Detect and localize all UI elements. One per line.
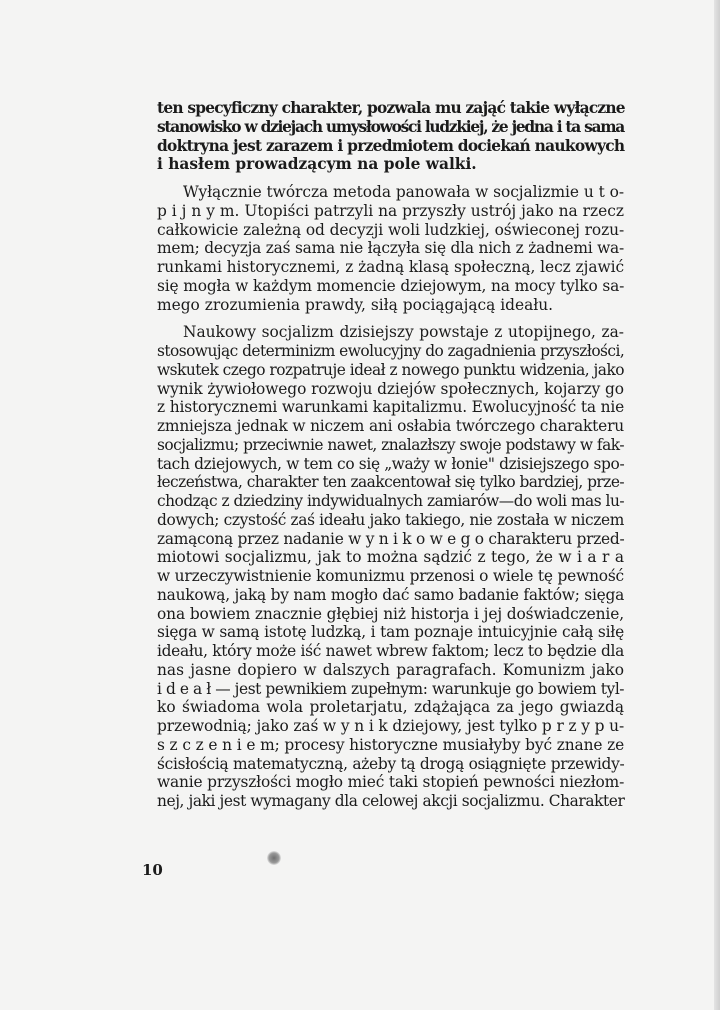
- text-line: nej, jaki jest wymagany dla celowej akcji socjalizmu. Charakter: [157, 792, 625, 810]
- text-line: wanie przyszłości mogło mieć taki stopień pewności niezłom-: [157, 773, 625, 792]
- paragraph-3: [157, 323, 624, 811]
- text-line: ideału, który może iść nawet wbrew faktom; lecz to będzie dla: [157, 642, 624, 660]
- text-line: ten specyficzny charakter, pozwala mu zająć takie wyłączne: [157, 99, 625, 117]
- text-line: stanowisko w dziejach umysłowości ludzkiej, że jedna i ta sama: [157, 117, 624, 136]
- text-line: socjalizmu; przeciwnie nawet, znalazłszy swoje podstawy w fak-: [157, 435, 624, 454]
- text-line: mem; decyzja zaś sama nie łączyła się dla nich z żadnemi wa-: [157, 239, 624, 258]
- text-line: p i j n y m. Utopiści patrzyli na przyszły ustrój jako na rzecz: [157, 201, 624, 220]
- text-line-content: Naukowy socjalizm dzisiejszy powstaje z utopijnego, za-: [183, 323, 624, 342]
- text-line: zmniejsza jednak w niczem ani osłabia twórczego charakteru: [157, 417, 624, 435]
- text-line: s z c z e n i e m; procesy historyczne musiałyby być znane ze: [157, 735, 625, 754]
- text-line: ko świadoma wola proletarjatu, zdążająca za jego gwiazdą: [157, 698, 624, 717]
- text-line: tach dziejowych, w tem co się „waży w łonie" dzisiejszego spo-: [157, 454, 625, 473]
- text-line: całkowicie zależną od decyzji woli ludzkiej, oświeconej rozu-: [157, 220, 625, 239]
- ink-blot-ornament: [267, 851, 281, 865]
- text-line: ona bowiem znacznie głębiej niż historja i jej doświadczenie,: [157, 604, 624, 623]
- text-line: dowych; czystość zaś ideału jako takiego, nie została w niczem: [157, 510, 624, 529]
- text-line: sięga w samą istotę ludzką, i tam poznaje intuicyjnie całą siłę: [157, 623, 624, 642]
- text-line: [157, 183, 624, 202]
- body-text: [157, 99, 624, 820]
- text-line: przewodnią; jako zaś w y n i k dziejowy, jest tylko p r z y p u-: [157, 717, 625, 735]
- text-line: łeczeństwa, charakter ten zaakcentował się tylko bardziej, prze-: [157, 473, 625, 492]
- text-line: nas jasne dopiero w dalszych paragrafach. Komunizm jako: [157, 660, 624, 679]
- text-line: się mogła w każdym momencie dziejowym, na mocy tylko sa-: [157, 276, 625, 295]
- text-line-content: Wyłącznie twórcza metoda panowała w socjalizmie u t o-: [183, 183, 624, 201]
- page-edge-shadow: [714, 0, 720, 1010]
- text-line: i hasłem prowadzącym na pole walki.: [157, 155, 477, 174]
- text-line: naukową, jaką by nam mogło dać samo badanie faktów; sięga: [157, 585, 625, 604]
- text-line: stosowując determinizm ewolucyjny do zagadnienia przyszłości,: [157, 342, 625, 360]
- page-number: 10: [142, 861, 163, 879]
- text-line: wynik żywiołowego rozwoju dziejów społecznych, kojarzy go: [157, 379, 624, 398]
- text-line: chodząc z dziedziny indywidualnych zamiarów—do woli mas lu-: [157, 492, 625, 510]
- text-line: miotowi socjalizmu, jak to można sądzić z tego, że w i a r a: [157, 548, 624, 567]
- paragraph-1: [157, 99, 624, 174]
- paragraph-2: [157, 183, 624, 314]
- text-line: zamąconą przez nadanie w y n i k o w e g o charakteru przed-: [157, 529, 625, 548]
- text-line: i d e a ł — jest pewnikiem zupełnym: warunkuje go bowiem tyl-: [157, 679, 625, 698]
- text-line: [157, 323, 624, 342]
- text-line: ścisłością matematyczną, ażeby tą drogą osiągnięte przewidy-: [157, 754, 625, 773]
- text-line: doktryna jest zarazem i przedmiotem dociekań naukowych: [157, 136, 625, 155]
- text-line: z historycznemi warunkami kapitalizmu. Ewolucyjność ta nie: [157, 398, 625, 417]
- text-line: wskutek czego rozpatruje ideał z nowego punktu widzenia, jako: [157, 360, 624, 379]
- text-line: mego zrozumienia prawdy, siłą pociągającą ideału.: [157, 295, 554, 314]
- text-line: w urzeczywistnienie komunizmu przenosi o wiele tę pewność: [157, 567, 624, 585]
- text-line: runkami historycznemi, z żadną klasą społeczną, lecz zjawić: [157, 258, 625, 276]
